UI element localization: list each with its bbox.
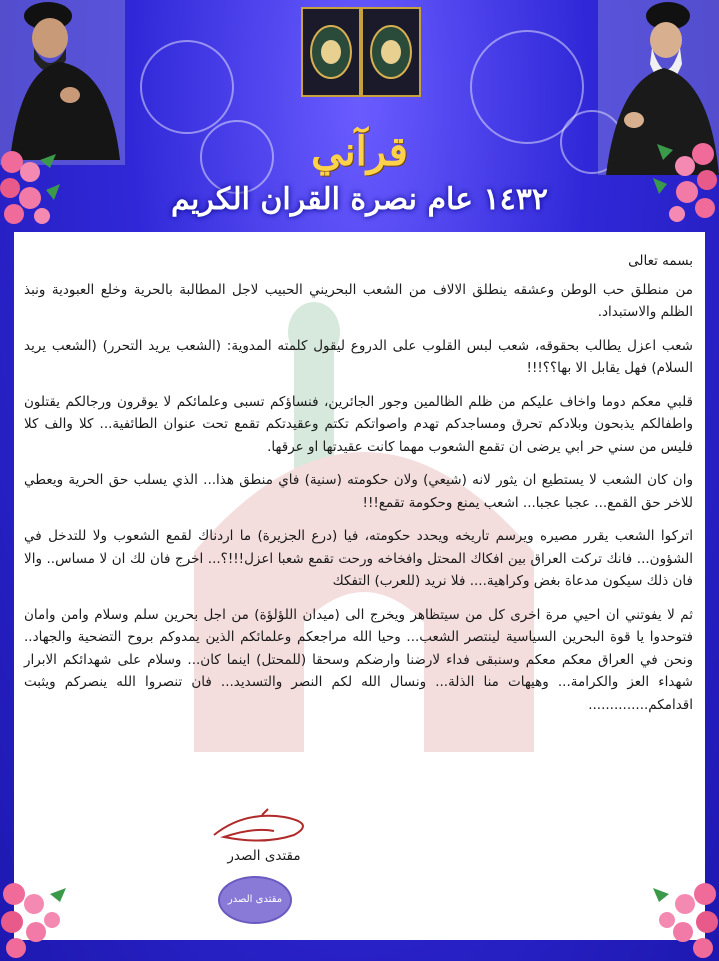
portrait-left [0,0,125,165]
flowers-decoration [653,140,719,235]
letter-paragraph: اتركوا الشعب يقرر مصيره ويرسم تاريخه ويحدد حكومته، فيا (درع الجزيرة) ما اردناك لقمع الشعوب ولا للتدخل في الشؤون... فانك تركت العراق بين افكاك المحتل وافخاخه ورحت تقمع شعبا اعزل!!!؟... اخرج فان لك ان لا مساس.. والا فان ذلك سيكون مدعاة بغض وكراهية.... فلا نريد (للعرب) التفكك [24,528,693,589]
flowers-decoration [0,150,60,235]
quran-book-icon [300,6,422,98]
flowers-decoration [649,880,719,961]
letter-paragraph: ثم لا يفوتني ان احيي مرة اخرى كل من سيتظاهر ويخرج الى (ميدان اللؤلؤة) من اجل بحرين سلم وسلام وامن وامان فتوحدوا يا قوة البحرين السياسية لينتصر الشعب... وحيا الله مراجعكم وعلمائكم الذين يمدوكم بروح التضحية والجهاد.. ونحن في العراق معكم معكم وسنبقى فداء لارضنا وارضكم وسحقا (للمحتل) اينما كان... وسلام على شهدائكم الابرار شهداء العز والكرامة... وهيهات منا الذلة... ونسال الله لكم النصر والتسديد... فان تنصروا الله ينصركم ويثبت اقدامكم.............. [24,606,693,713]
flowers-decoration [0,880,70,961]
handwritten-signature [204,807,324,847]
letter-paragraph: قلبي معكم دوما واخاف عليكم من ظلم الظالمين وجور الجائرين، فنساؤكم تسبى وعلمائكم لا يوقرون ورجالكم يقتلون واطفالكم يذبحون وبلادكم تحرق ومساجدكم تهدم واصواتكم تكتم وعقيدتكم تقمع تحت عنوان الطائفية... كلا والف كلا فليس من سني حر ابي يرضى ان تقمع الشعوب مهما كانت عقيدتها او عرقها. [24,393,693,455]
letter-body [14,232,705,940]
letter-text [24,250,693,727]
banner-subtitle: ١٤٣٢ عام نصرة القران الكريم [171,182,548,217]
signature-name: مقتدى الصدر [227,848,301,864]
letter-paragraph: وان كان الشعب لا يستطيع ان يثور لانه (شيعي) ولان حكومته (سنية) فاي منطق هذا... الذي يسلب حق الحرية ويعطي للاخر حق القمع... عجبا عجبا... اشعب يمنع وحكومة تقمع!!! [24,472,693,511]
letter-paragraph: من منطلق حب الوطن وعشقه ينطلق الالاف من الشعب البحريني الحبيب لاجل المطالبة بالحرية وخلع العبودية ونبذ الظلم والاستبداد. [24,281,693,320]
banner-title: قرآني [311,128,408,175]
header-banner [0,0,719,232]
official-seal: مقتدى الصدر [218,876,292,924]
basmala: بسمه تعالى [628,253,693,269]
letter-paragraph: شعب اعزل يطالب بحقوقه، شعب لبس القلوب على الدروع ليقول كلمته المدوية: (الشعب يريد التحرر) (الشعب يريد السلام) فهل يقابل الا بها؟؟!!! [24,337,693,376]
